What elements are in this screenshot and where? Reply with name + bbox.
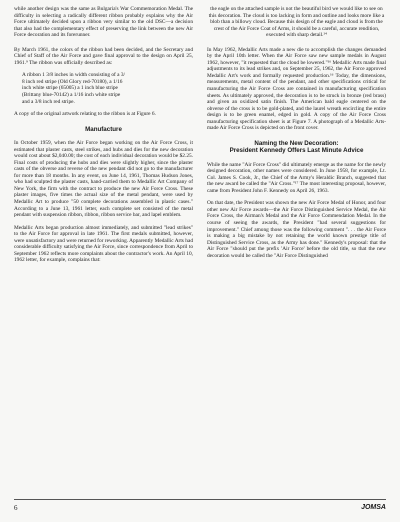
quote-line: A ribbon 1 3/8 inches in width consisting of a 3/ [22, 72, 126, 79]
page-footer [14, 499, 386, 512]
heading-line: President Kennedy Offers Last Minute Advice [229, 147, 364, 155]
publication-name: JOMSA [361, 504, 386, 511]
paragraph: A copy of the original artwork relating to the ribbon is at Figure 6. [14, 111, 156, 118]
right-column [207, 6, 386, 498]
paragraph: In May 1962, Medallic Arts made a new die to accomplish the changes demanded by the April 10th letter. When the Air Force saw new sample medals in August 1962, however, "it requested that the cloud be lowered."¹⁶ Medallic Arts made final adjustments to its lead strikes and, on September 25, 1962, the Air Force approved Medallic Art's work and formally requested production.¹⁶ Today, the dimensions, measurements, metal content of the pendant, and other specifications critical for manufacturing the Air Force Cross are contained in manufacturing specification sheets. As ultimately approved, the decoration is to be struck in bronze (red brass) and given an oxidized satin finish. The American bald eagle centered on the obverse of the cross is to be gold-plated, and the laurel wreath encircling the entire design is to be green enamel, edged in gold. A copy of the Air Force Cross manufacturing specification sheet is at Figure 7. A photograph of a Medallic Arts-made Air Force Cross is depicted on the front cover. [207, 46, 386, 132]
left-column [14, 6, 193, 498]
paragraph: While the name "Air Force Cross" did ultimately emerge as the name for the newly designed decoration, other names were considered. In June 1958, for example, Lt. Col. James S. Cook, Jr., the Chief of the Army's Heraldic Branch, suggested that the new award be called the "Air Cross."¹⁷ The most interesting proposal, however, came from President John F. Kennedy on April 26, 1963. [207, 161, 386, 194]
section-heading: Manufacture [85, 125, 122, 133]
paragraph: By March 1961, the colors of the ribbon had been decided, and the Secretary and Chief of Staff of the Air Force and gave final approval to the design on April 25, 1961.⁹ The ribbon was officially described as: [14, 46, 193, 66]
paragraph: In October 1959, when the Air Force began working on the Air Force Cross, it estimated that plaster casts, steel strikes, and hubs and dies for the new decoration would cost about $2,040.00; the cost of each individual decoration would be $2.25. Final costs of producing the hubs and dies were slightly higher, since the plaster casts of the obverse and reverse of the new pendant did not go to the manufacturer for more than 18 months. In any event, on June 14, 1961, Thomas Hudson Jones, who had sculpted the plaster casts, hand-carried them to Medallic Art Company of New York, the firm with the contract to produce the new Air Force Cross. These plaster images, five times the actual size of the metal pendant, were used by Medallic Art to produce "50 complete decorations assembled in plastic cases." According to a June 13, 1961 letter, each complete set consisted of the metal pendant with suspension ribbon, ribbon, ribbon service bar, and lapel emblem. [14, 140, 193, 219]
paragraph: while another design was the same as Bulgaria's War Commemoration Medal. The difficulty in selecting a radically different ribbon probably explains why the Air Force ultimately decided upon a ribbon very similar to the old DSC—a decision that also had the complementary effect of preserving the link between the new Air Force decoration and its forerunner. [14, 6, 193, 39]
section-heading [207, 140, 386, 155]
letter-quote: the eagle on the attached sample is not the beautiful bird we would like to see on this decoration. The cloud is too lacking in form and outline and looks more like a blob than a billowy cloud. Because this design of the eagle and cloud is from the crest of the Air Force Coat of Arms, it should be a careful, accurate rendition, executed with sharp detail.¹⁴ [208, 6, 385, 39]
quote-line: and a 3/8 inch red stripe. [22, 98, 75, 105]
page-number: 6 [14, 504, 18, 512]
quote-line: inch white stripe (65005) a 1 inch blue stripe [22, 85, 118, 92]
quote-line: 8 inch red stripe (Old Glory red-70180), a 1/16 [22, 78, 123, 85]
paragraph: Medallic Arts began production almost immediately, and submitted "lead strikes" to the Air Force for approval in late 1961. The first medals submitted, however, were unsatisfactory and were returned for reworking. Apparently Medallic Arts had considerable difficulty satisfying the Air Force, since correspondence from April to September 1962 reflects more complaints about the contractor's work. An April 10, 1962 letter, for example, complains that: [14, 224, 193, 264]
text-columns [14, 6, 386, 498]
paragraph: On that date, the President was shown the new Air Force Medal of Honor, and four other new Air Force awards—the Air Force Distinguished Service Medal, the Air Force Cross, the Airman's Medal and the Air Force Commendation Medal. In the course of seeing the awards, the President "had several suggestions for improvement." Chief among those was the following comment ". . . the Air Force is making a big mistake by not retaining the world known prestige title of Distinguished Service Cross, as the Army has done." Kennedy's proposal: that the Air Force "should put the prefix 'Air Force' before the old title, so that the new decoration would be called the "Air Force Distinguished [207, 200, 386, 259]
quote-line: (Brittany blue-70142) a 1/16 inch white stripe [22, 92, 121, 99]
heading-line: Naming the New Decoration: [254, 139, 339, 147]
ribbon-description-quote [22, 72, 193, 105]
